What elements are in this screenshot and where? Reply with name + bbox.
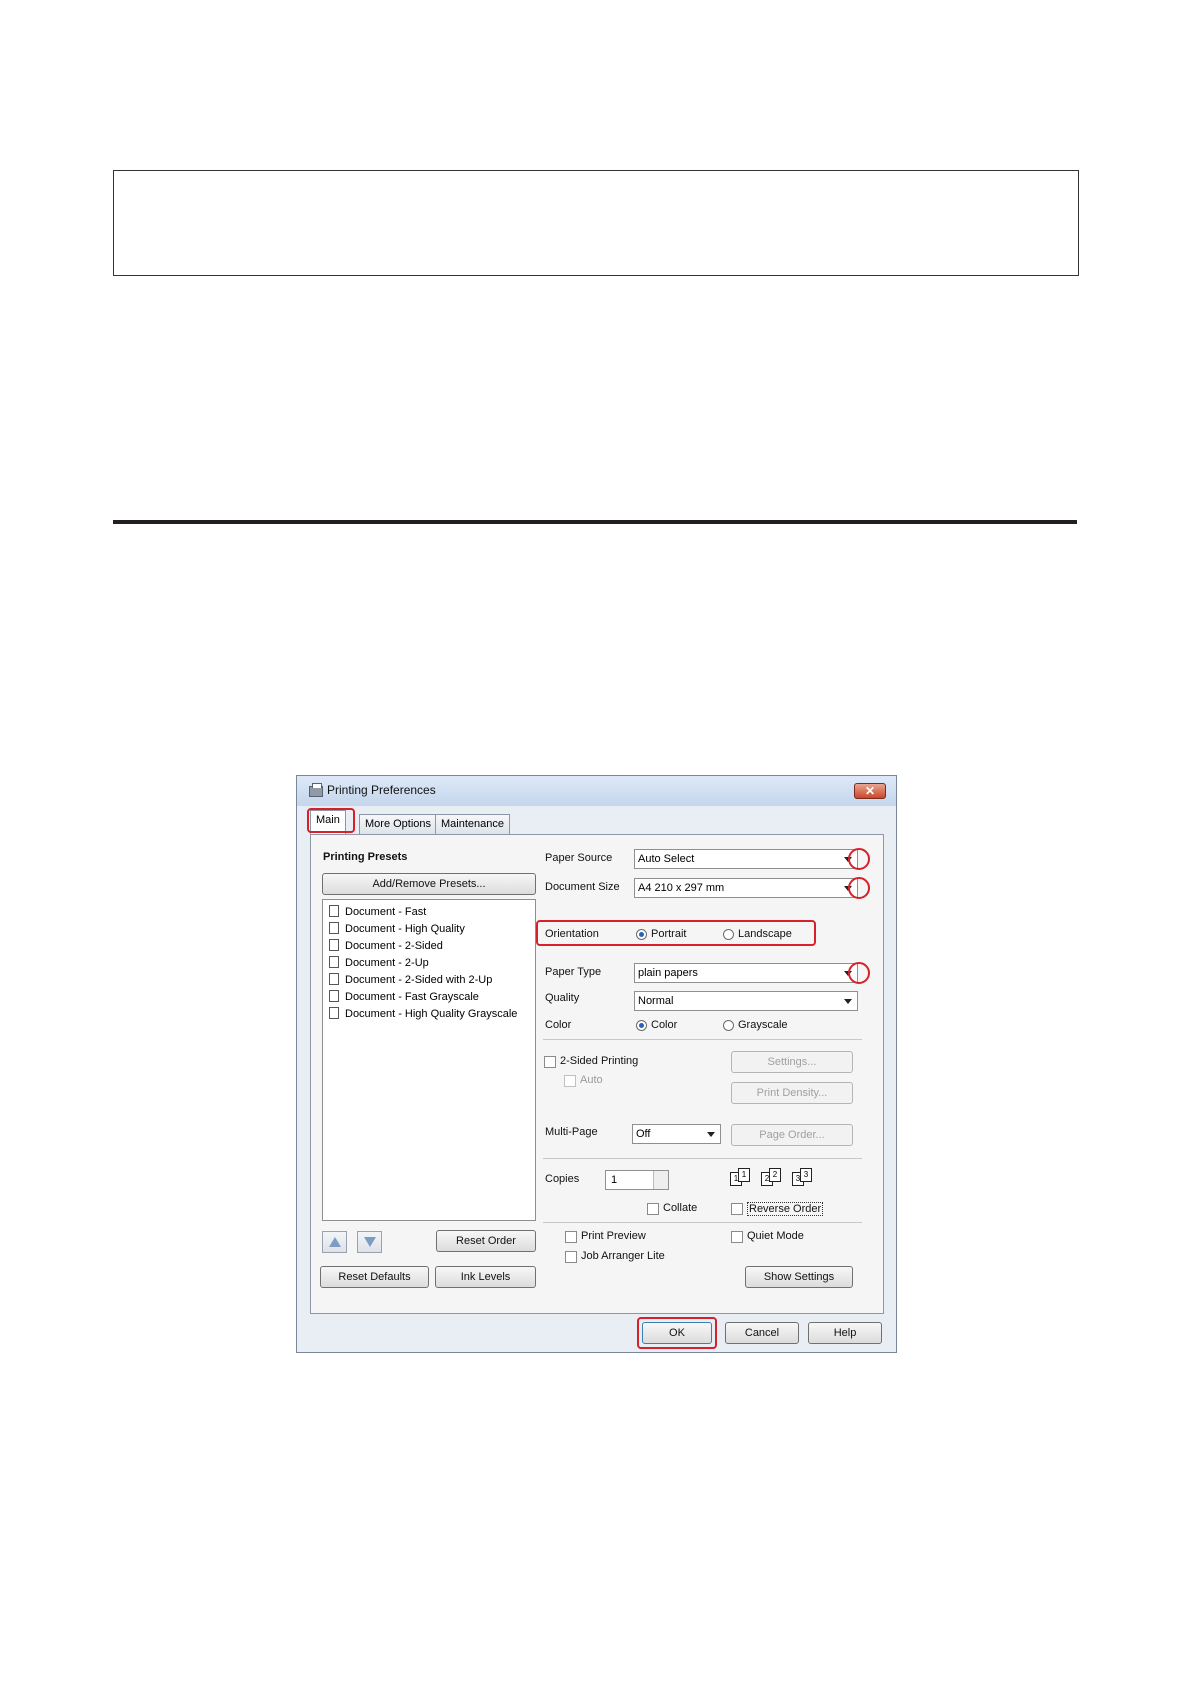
multi-page-select[interactable] — [632, 1124, 721, 1144]
arrow-up-icon — [329, 1237, 341, 1247]
portrait-radio[interactable] — [636, 929, 647, 940]
preset-label: Document - Fast Grayscale — [345, 991, 479, 1003]
list-item[interactable] — [329, 921, 465, 937]
collated-pages-icon: 1 1 — [730, 1168, 752, 1188]
document-icon — [329, 939, 339, 951]
paper-source-select[interactable] — [634, 849, 858, 869]
highlight-main-tab — [307, 808, 355, 833]
preset-label: Document - High Quality Grayscale — [345, 1008, 518, 1020]
title-bar — [297, 776, 896, 806]
close-button[interactable]: ✕ — [854, 783, 886, 799]
arrow-down-icon — [364, 1237, 376, 1247]
orientation-label: Orientation — [545, 928, 599, 940]
printing-preferences-dialog — [296, 775, 897, 1353]
collated-pages-icon: 2 2 — [761, 1168, 783, 1188]
document-icon — [329, 956, 339, 968]
paper-type-label: Paper Type — [545, 966, 602, 978]
list-item[interactable] — [329, 989, 479, 1005]
reset-defaults-button[interactable]: Reset Defaults — [320, 1266, 429, 1288]
color-label: Color — [545, 1019, 572, 1031]
note-box — [113, 170, 1079, 276]
document-size-value: A4 210 x 297 mm — [638, 882, 725, 894]
list-item[interactable] — [329, 904, 426, 920]
job-arranger-checkbox[interactable] — [565, 1251, 577, 1263]
multi-page-value: Off — [636, 1128, 651, 1140]
auto-label: Auto — [580, 1074, 603, 1086]
color-option-label: Color — [651, 1019, 678, 1031]
paper-source-label: Paper Source — [545, 852, 613, 864]
grayscale-radio[interactable] — [723, 1020, 734, 1031]
move-up-button[interactable] — [322, 1231, 347, 1253]
collated-pages-icon: 3 3 — [792, 1168, 814, 1188]
dialog-title: Printing Preferences — [327, 783, 436, 797]
settings-button[interactable]: Settings... — [731, 1051, 853, 1073]
main-tab-panel — [310, 834, 884, 1314]
copies-input[interactable] — [605, 1170, 669, 1190]
tab-main[interactable]: Main — [310, 810, 346, 834]
help-button[interactable]: Help — [808, 1322, 882, 1344]
job-arranger-label: Job Arranger Lite — [581, 1250, 665, 1262]
list-item[interactable] — [329, 955, 429, 971]
collate-checkbox[interactable] — [647, 1203, 659, 1215]
preset-label: Document - 2-Up — [345, 957, 429, 969]
document-icon — [329, 1007, 339, 1019]
color-radio[interactable] — [636, 1020, 647, 1031]
print-preview-checkbox[interactable] — [565, 1231, 577, 1243]
quality-value: Normal — [638, 995, 674, 1007]
list-item[interactable] — [329, 938, 443, 954]
preset-label: Document - Fast — [345, 906, 427, 918]
document-icon — [329, 922, 339, 934]
highlight-document-size — [848, 877, 870, 899]
cancel-button[interactable]: Cancel — [725, 1322, 799, 1344]
ok-button[interactable]: OK — [642, 1322, 712, 1344]
landscape-label: Landscape — [738, 928, 792, 940]
divider — [543, 1039, 862, 1040]
two-sided-checkbox[interactable] — [544, 1056, 556, 1068]
tab-maintenance[interactable]: Maintenance — [435, 814, 510, 834]
portrait-label: Portrait — [651, 928, 687, 940]
paper-type-select[interactable] — [634, 963, 858, 983]
auto-checkbox[interactable] — [564, 1075, 576, 1087]
document-icon — [329, 973, 339, 985]
copies-label: Copies — [545, 1173, 580, 1185]
print-density-button[interactable]: Print Density... — [731, 1082, 853, 1104]
document-size-select[interactable] — [634, 878, 858, 898]
printer-icon — [309, 786, 323, 797]
grayscale-label: Grayscale — [738, 1019, 788, 1031]
quality-select[interactable] — [634, 991, 858, 1011]
highlight-ok-button — [637, 1317, 717, 1349]
add-remove-presets-button[interactable]: Add/Remove Presets... — [322, 873, 536, 895]
highlight-paper-type — [848, 962, 870, 984]
divider — [543, 1158, 862, 1159]
chevron-down-icon — [707, 1132, 715, 1137]
paper-source-value: Auto Select — [638, 853, 695, 865]
list-item[interactable] — [329, 1006, 517, 1022]
reverse-order-label: Reverse Order — [749, 1203, 822, 1215]
document-icon — [329, 905, 339, 917]
chevron-down-icon — [844, 999, 852, 1004]
landscape-radio[interactable] — [723, 929, 734, 940]
quiet-mode-label: Quiet Mode — [747, 1230, 804, 1242]
section-rule — [113, 520, 1077, 524]
collate-label: Collate — [663, 1202, 698, 1214]
highlight-paper-source — [848, 848, 870, 870]
preset-label: Document - 2-Sided — [345, 940, 443, 952]
page-order-button[interactable]: Page Order... — [731, 1124, 853, 1146]
ink-levels-button[interactable]: Ink Levels — [435, 1266, 536, 1288]
paper-type-value: plain papers — [638, 967, 698, 979]
preset-label: Document - High Quality — [345, 923, 465, 935]
presets-heading: Printing Presets — [323, 851, 408, 863]
print-preview-label: Print Preview — [581, 1230, 646, 1242]
copies-value: 1 — [611, 1174, 618, 1186]
spinner-icon[interactable] — [653, 1171, 668, 1189]
reverse-order-checkbox[interactable] — [731, 1203, 743, 1215]
divider — [543, 1222, 862, 1223]
quiet-mode-checkbox[interactable] — [731, 1231, 743, 1243]
list-item[interactable] — [329, 972, 492, 988]
preset-label: Document - 2-Sided with 2-Up — [345, 974, 493, 986]
document-icon — [329, 990, 339, 1002]
show-settings-button[interactable]: Show Settings — [745, 1266, 853, 1288]
tab-more-options[interactable]: More Options — [359, 814, 437, 834]
quality-label: Quality — [545, 992, 580, 1004]
multi-page-label: Multi-Page — [545, 1126, 598, 1138]
two-sided-label: 2-Sided Printing — [560, 1055, 639, 1067]
document-size-label: Document Size — [545, 881, 620, 893]
reset-order-button[interactable]: Reset Order — [436, 1230, 536, 1252]
presets-list[interactable] — [322, 899, 536, 1221]
move-down-button[interactable] — [357, 1231, 382, 1253]
